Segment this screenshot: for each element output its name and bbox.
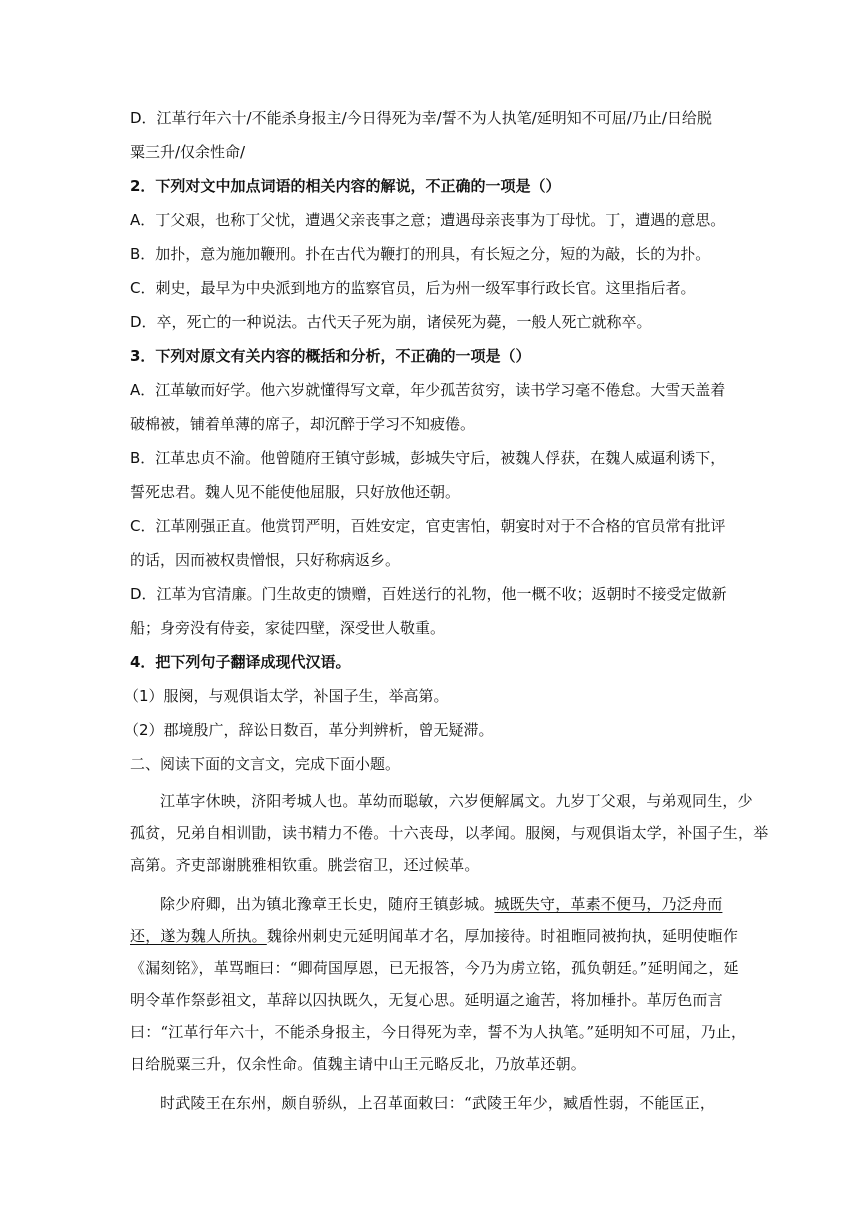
q1-option-d-line2: 粟三升/仅余性命/ [130,143,246,161]
q3-option-c-line1: C．江革刚强正直。他赏罚严明，百姓安定，官吏害怕，朝宴时对于不合格的官员常有批评 [130,517,726,535]
passage-p2-line1 [160,893,770,915]
passage-p2-line5: 曰：“江革行年六十，不能杀身报主，今日得死为幸，誓不为人执笔。”延明知不可屈，乃止， [130,1023,747,1041]
passage-p2-line6: 日给脱粟三升，仅余性命。值魏主请中山王元略反北，乃放革还朝。 [130,1055,587,1073]
passage-p1-line1: 江革字休映，济阳考城人也。革幼而聪敏，六岁便解属文。九岁丁父艰，与弟观同生，少 [160,792,753,810]
question-3-stem: 3．下列对原文有关内容的概括和分析，不正确的一项是（） [130,347,531,365]
q3-option-b-line2: 誓死忠君。魏人见不能使他屈服，只好放他还朝。 [130,483,461,501]
passage-p3-line1: 时武陵王在东州，颇自骄纵，上召革面敕曰：“武陵王年少，臧盾性弱，不能匡正， [160,1094,716,1112]
q1-option-d-line1: D．江革行年六十/不能杀身报主/今日得死为幸/誓不为人执笔/延明知不可屈/乃止/日给脱 [130,109,712,127]
q3-option-a-line1: A．江革敏而好学。他六岁就懂得写文章，年少孤苦贫穷，读书学习毫不倦怠。大雪天盖着 [130,381,726,399]
question-2-stem: 2．下列对文中加点词语的相关内容的解说，不正确的一项是（） [130,177,561,195]
q2-option-c: C．刺史，最早为中央派到地方的监察官员，后为州一级军事行政长官。这里指后者。 [130,279,696,297]
passage-p2-line2-plain: 魏徐州刺史元延明闻革才名，厚加接待。时祖暅同被拘执，延明使暅作 [266,927,739,945]
passage-p1-line3: 高第。齐吏部谢朓雅相钦重。朓尝宿卫，还过候革。 [130,856,480,874]
passage-p2-line2 [130,925,740,947]
q3-option-b-line1: B．江革忠贞不渝。他曾随府王镇守彭城，彭城失守后，被魏人俘获，在魏人威逼利诱下， [130,449,726,467]
underlined-sentence-part2: 还，遂为魏人所执。 [130,927,267,945]
q2-option-d: D．卒，死亡的一种说法。古代天子死为崩，诸侯死为薨，一般人死亡就称卒。 [130,313,652,331]
q4-sentence-2: （2）郡境殷广，辞讼日数百，革分判辨析，曾无疑滞。 [124,721,494,739]
q4-sentence-1: （1）服阕，与观俱诣太学，补国子生，举高第。 [124,687,449,705]
q2-option-a: A．丁父艰，也称丁父忧，遭遇父亲丧事之意；遭遇母亲丧事为丁母忧。丁，遭遇的意思。 [130,211,726,229]
section-2-heading: 二、阅读下面的文言文，完成下面小题。 [130,755,401,773]
q3-option-a-line2: 破棉被，铺着单薄的席子，却沉醉于学习不知疲倦。 [130,415,476,433]
passage-p2-line1-plain: 除少府卿，出为镇北豫章王长史，随府王镇彭城。 [160,895,495,913]
underlined-sentence-part1: 城既失守，革素不便马，乃泛舟而 [494,895,723,913]
passage-p1-line2: 孤贫，兄弟自相训勖，读书精力不倦。十六丧母，以孝闻。服阕，与观俱诣太学，补国子生，举 [130,824,769,842]
q3-option-d-line1: D．江革为官清廉。门生故吏的馈赠，百姓送行的礼物，他一概不收；返朝时不接受定做新 [130,585,727,603]
question-4-stem: 4．把下列句子翻译成现代汉语。 [130,653,351,671]
q2-option-b: B．加扑，意为施加鞭刑。扑在古代为鞭打的刑具，有长短之分，短的为敲，长的为扑。 [130,245,711,263]
q3-option-c-line2: 的话，因而被权贵憎恨，只好称病返乡。 [130,551,401,569]
passage-p2-line3: 《漏刻铭》，革骂暅曰：“卿荷国厚恩，已无报答，今乃为虏立铭，孤负朝廷。”延明闻之，延 [130,959,739,977]
passage-p2-line4: 明令革作祭彭祖文，革辞以囚执既久，无复心思。延明逼之逾苦，将加棰扑。革厉色而言 [130,991,723,1009]
q3-option-d-line2: 船；身旁没有侍妾，家徒四壁，深受世人敬重。 [130,619,446,637]
